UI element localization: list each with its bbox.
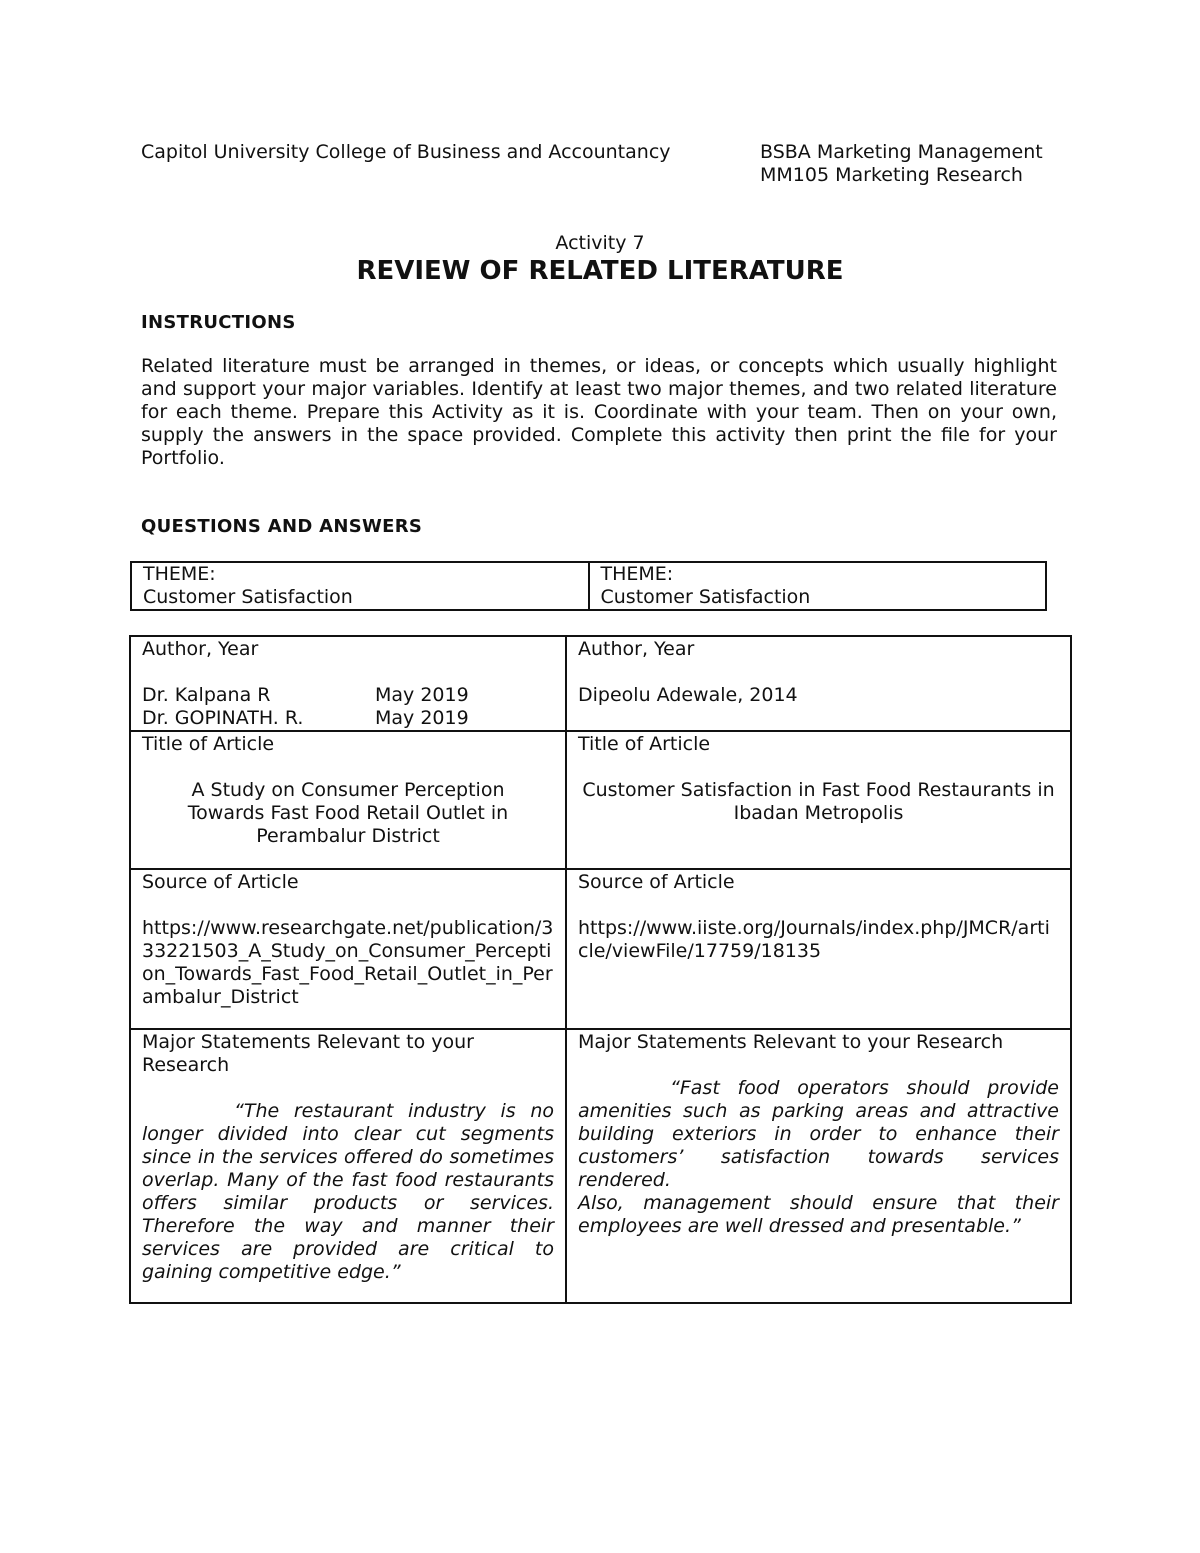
author-cell-2	[566, 636, 1071, 731]
theme-label: THEME:	[143, 563, 216, 585]
course-name: MM105 Marketing Research	[760, 164, 1023, 186]
author-name: Dr. GOPINATH. R.	[142, 707, 304, 729]
major-statement: “Fast food operators should provide amenities such as parking areas and attractive building exteriors in order to enhance their customers’ satisfaction towards services rendered.	[578, 1077, 1059, 1191]
title-label: Title of Article	[578, 733, 711, 755]
source-cell-2	[566, 869, 1071, 1029]
author-line: Dipeolu Adewale, 2014	[578, 684, 798, 706]
course-info	[760, 141, 1043, 187]
author-year-label: Author, Year	[142, 638, 259, 660]
author-year-label: Author, Year	[578, 638, 695, 660]
author-row	[142, 684, 554, 707]
instructions-heading: INSTRUCTIONS	[141, 312, 296, 333]
theme-label: THEME:	[600, 563, 674, 585]
title-label: Title of Article	[142, 733, 275, 755]
source-link[interactable]: https://www.iiste.org/Journals/index.php/JMCR/article/viewFile/17759/18135	[578, 917, 1050, 962]
title-cell-2	[566, 731, 1071, 869]
author-date: May 2019	[375, 707, 469, 729]
major-statement: “The restaurant industry is no longer divided into clear cut segments since in the services offered do sometimes overlap. Many of the fast food restaurants offers similar products or services. Therefore the way and manner their services are provided are critical to gaining competitive edge.”	[142, 1100, 554, 1283]
theme-value: Customer Satisfaction	[600, 586, 811, 608]
statements-label: Major Statements Relevant to your Research	[578, 1031, 1004, 1053]
article-title: A Study on Consumer Perception Towards Fast Food Retail Outlet in Perambalur District	[187, 779, 509, 847]
article-title: Customer Satisfaction in Fast Food Restaurants in Ibadan Metropolis	[582, 779, 1055, 824]
source-cell-1	[130, 869, 566, 1029]
major-statement-continued: Also, management should ensure that their employees are well dressed and presentable.”	[578, 1192, 1059, 1237]
author-date: May 2019	[375, 684, 469, 706]
theme-cell-2	[589, 562, 1047, 610]
source-label: Source of Article	[578, 871, 735, 893]
statements-cell-1	[130, 1029, 566, 1303]
program-name: BSBA Marketing Management	[760, 141, 1043, 163]
theme-value: Customer Satisfaction	[143, 586, 353, 608]
title-cell-1	[130, 731, 566, 869]
page-title: REVIEW OF RELATED LITERATURE	[356, 256, 844, 286]
statements-label: Major Statements Relevant to your Research	[142, 1031, 474, 1076]
theme-table	[130, 561, 1047, 611]
literature-table	[129, 635, 1072, 1304]
institution-name: Capitol University College of Business and Accountancy	[141, 141, 671, 163]
activity-label: Activity 7	[555, 232, 645, 254]
qa-heading: QUESTIONS AND ANSWERS	[141, 516, 423, 537]
source-label: Source of Article	[142, 871, 299, 893]
theme-cell-1	[131, 562, 589, 610]
source-link[interactable]: https://www.researchgate.net/publication/333221503_A_Study_on_Consumer_Perception_Towards_Fast_Food_Retail_Outlet_in_Perambalur_District	[142, 917, 554, 1008]
statements-cell-2	[566, 1029, 1071, 1303]
author-name: Dr. Kalpana R	[142, 684, 271, 706]
instructions-text: Related literature must be arranged in themes, or ideas, or concepts which usually highlight and support your major variables. Identify at least two major themes, and two related literature for each theme. Prepare this Activity as it is. Coordinate with your team. Then on your own, supply the answers in the space provided. Complete this activity then print the file for your Portfolio.	[141, 355, 1057, 469]
author-cell-1	[130, 636, 566, 731]
author-row	[142, 707, 554, 730]
